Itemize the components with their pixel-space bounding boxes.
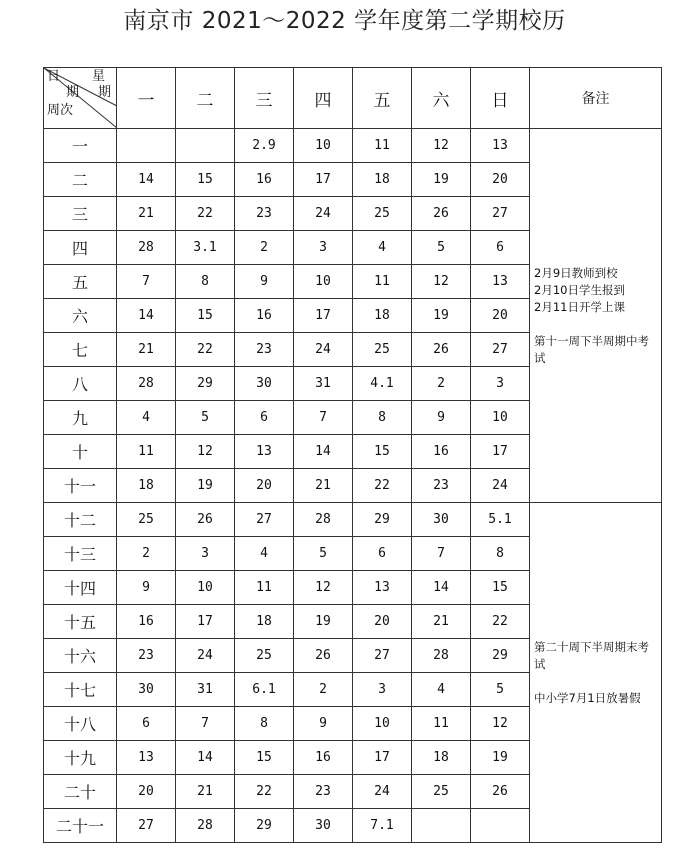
date-cell: 13 [235, 435, 294, 469]
date-cell: 10 [294, 265, 353, 299]
week-number-cell: 二 [44, 163, 117, 197]
date-cell: 21 [294, 469, 353, 503]
date-cell: 20 [235, 469, 294, 503]
day-header: 四 [294, 68, 353, 129]
date-cell [176, 129, 235, 163]
date-cell: 3 [471, 367, 530, 401]
date-cell: 19 [294, 605, 353, 639]
date-cell: 15 [235, 741, 294, 775]
date-cell: 6.1 [235, 673, 294, 707]
date-cell: 2 [235, 231, 294, 265]
date-cell: 27 [471, 333, 530, 367]
date-cell: 26 [471, 775, 530, 809]
date-cell: 30 [235, 367, 294, 401]
date-cell: 29 [235, 809, 294, 843]
date-cell: 6 [117, 707, 176, 741]
note-line: 中小学7月1日放暑假 [534, 690, 641, 705]
date-cell: 19 [412, 299, 471, 333]
date-cell: 25 [353, 333, 412, 367]
week-number-cell: 八 [44, 367, 117, 401]
week-number-cell: 十四 [44, 571, 117, 605]
date-cell: 30 [117, 673, 176, 707]
date-cell: 12 [471, 707, 530, 741]
week-number-cell: 六 [44, 299, 117, 333]
date-cell: 16 [294, 741, 353, 775]
date-cell: 14 [117, 299, 176, 333]
date-cell: 19 [471, 741, 530, 775]
date-cell: 19 [412, 163, 471, 197]
date-cell: 5.1 [471, 503, 530, 537]
date-cell: 27 [117, 809, 176, 843]
date-cell: 15 [176, 163, 235, 197]
week-row [44, 503, 662, 537]
date-cell: 27 [471, 197, 530, 231]
week-number-cell: 十 [44, 435, 117, 469]
date-cell: 14 [176, 741, 235, 775]
date-cell: 24 [353, 775, 412, 809]
date-cell: 18 [353, 163, 412, 197]
date-cell: 14 [117, 163, 176, 197]
date-cell: 23 [235, 333, 294, 367]
note-line: 第二十周下半周期末考试 [534, 639, 649, 671]
date-cell: 30 [294, 809, 353, 843]
date-cell: 15 [353, 435, 412, 469]
date-cell: 24 [294, 333, 353, 367]
notes-header: 备注 [530, 68, 662, 129]
date-cell: 29 [353, 503, 412, 537]
date-cell: 27 [353, 639, 412, 673]
date-cell: 28 [117, 367, 176, 401]
date-cell: 11 [353, 129, 412, 163]
date-cell: 12 [412, 129, 471, 163]
day-header: 五 [353, 68, 412, 129]
date-cell: 25 [235, 639, 294, 673]
date-cell: 8 [235, 707, 294, 741]
date-cell: 13 [471, 265, 530, 299]
date-cell: 10 [294, 129, 353, 163]
date-cell: 28 [176, 809, 235, 843]
date-cell: 26 [294, 639, 353, 673]
date-cell: 24 [294, 197, 353, 231]
week-number-cell: 十五 [44, 605, 117, 639]
date-cell: 4 [117, 401, 176, 435]
date-cell: 23 [117, 639, 176, 673]
week-number-cell: 七 [44, 333, 117, 367]
note-line [534, 673, 657, 690]
date-cell: 4 [353, 231, 412, 265]
date-cell: 3 [176, 537, 235, 571]
date-cell: 6 [353, 537, 412, 571]
week-number-cell: 十九 [44, 741, 117, 775]
date-cell: 26 [412, 333, 471, 367]
week-number-cell: 十一 [44, 469, 117, 503]
corner-label-qi-right: 期 [98, 85, 112, 100]
corner-label-zhouci: 周次 [47, 103, 74, 118]
date-cell: 7.1 [353, 809, 412, 843]
date-cell: 13 [353, 571, 412, 605]
date-cell: 16 [235, 163, 294, 197]
date-cell: 17 [294, 299, 353, 333]
date-cell: 12 [412, 265, 471, 299]
date-cell: 2 [117, 537, 176, 571]
date-cell: 5 [471, 673, 530, 707]
date-cell: 21 [117, 197, 176, 231]
date-cell: 5 [294, 537, 353, 571]
date-cell: 28 [117, 231, 176, 265]
date-cell: 20 [117, 775, 176, 809]
date-cell: 19 [176, 469, 235, 503]
date-cell [117, 129, 176, 163]
date-cell: 14 [412, 571, 471, 605]
week-number-cell: 二十 [44, 775, 117, 809]
day-header: 二 [176, 68, 235, 129]
date-cell: 13 [471, 129, 530, 163]
date-cell: 9 [235, 265, 294, 299]
date-cell: 16 [412, 435, 471, 469]
date-cell: 11 [353, 265, 412, 299]
week-number-cell: 四 [44, 231, 117, 265]
date-cell: 21 [412, 605, 471, 639]
date-cell: 10 [353, 707, 412, 741]
note-line: 2月10日学生报到 [534, 282, 625, 297]
week-number-cell: 一 [44, 129, 117, 163]
date-cell: 29 [471, 639, 530, 673]
corner-label-xing: 星 [92, 69, 106, 84]
date-cell: 16 [235, 299, 294, 333]
calendar-body [44, 129, 662, 843]
date-cell: 7 [412, 537, 471, 571]
date-cell: 20 [353, 605, 412, 639]
day-header: 六 [412, 68, 471, 129]
date-cell: 2 [294, 673, 353, 707]
date-cell: 11 [117, 435, 176, 469]
date-cell: 6 [235, 401, 294, 435]
date-cell: 22 [235, 775, 294, 809]
date-cell: 10 [176, 571, 235, 605]
week-number-cell: 三 [44, 197, 117, 231]
page-title: 南京市 2021～2022 学年度第二学期校历 [123, 8, 566, 34]
date-cell: 22 [471, 605, 530, 639]
date-cell: 6 [471, 231, 530, 265]
note-line: 2月9日教师到校 [534, 265, 618, 280]
note-line: 2月11日开学上课 [534, 299, 625, 314]
date-cell: 16 [117, 605, 176, 639]
corner-label-ri: 日 [47, 69, 61, 84]
date-cell: 21 [176, 775, 235, 809]
date-cell: 7 [117, 265, 176, 299]
date-cell: 25 [353, 197, 412, 231]
week-number-cell: 十三 [44, 537, 117, 571]
week-number-cell: 九 [44, 401, 117, 435]
date-cell: 9 [294, 707, 353, 741]
date-cell: 18 [235, 605, 294, 639]
date-cell: 25 [412, 775, 471, 809]
date-cell: 26 [176, 503, 235, 537]
date-cell: 15 [471, 571, 530, 605]
corner-label-qi-top: 期 [66, 85, 80, 100]
date-cell: 23 [235, 197, 294, 231]
date-cell: 11 [412, 707, 471, 741]
date-cell: 12 [176, 435, 235, 469]
date-cell: 23 [294, 775, 353, 809]
date-cell: 9 [117, 571, 176, 605]
week-row [44, 129, 662, 163]
date-cell: 8 [353, 401, 412, 435]
week-number-cell: 十八 [44, 707, 117, 741]
date-cell: 18 [412, 741, 471, 775]
date-cell: 8 [176, 265, 235, 299]
day-header: 三 [235, 68, 294, 129]
date-cell: 5 [412, 231, 471, 265]
date-cell: 26 [412, 197, 471, 231]
date-cell: 17 [471, 435, 530, 469]
date-cell: 22 [176, 197, 235, 231]
date-cell: 3 [353, 673, 412, 707]
date-cell [412, 809, 471, 843]
date-cell: 28 [412, 639, 471, 673]
school-calendar-table [43, 67, 662, 843]
date-cell: 3.1 [176, 231, 235, 265]
date-cell: 21 [117, 333, 176, 367]
date-cell: 4.1 [353, 367, 412, 401]
date-cell: 29 [176, 367, 235, 401]
date-cell: 28 [294, 503, 353, 537]
date-cell: 2.9 [235, 129, 294, 163]
date-cell: 17 [294, 163, 353, 197]
date-cell: 4 [412, 673, 471, 707]
week-number-cell: 十六 [44, 639, 117, 673]
notes-cell-second-half [530, 503, 662, 843]
date-cell: 22 [353, 469, 412, 503]
date-cell: 24 [176, 639, 235, 673]
notes-cell-first-half [530, 129, 662, 503]
date-cell: 24 [471, 469, 530, 503]
date-cell: 23 [412, 469, 471, 503]
date-cell: 11 [235, 571, 294, 605]
date-cell: 7 [176, 707, 235, 741]
date-cell: 15 [176, 299, 235, 333]
date-cell: 20 [471, 299, 530, 333]
note-line [534, 316, 657, 333]
date-cell [471, 809, 530, 843]
header-row [44, 68, 662, 129]
note-line: 第十一周下半周期中考试 [534, 333, 649, 365]
date-cell: 5 [176, 401, 235, 435]
date-cell: 18 [353, 299, 412, 333]
date-cell: 12 [294, 571, 353, 605]
date-cell: 2 [412, 367, 471, 401]
date-cell: 17 [353, 741, 412, 775]
date-cell: 30 [412, 503, 471, 537]
date-cell: 20 [471, 163, 530, 197]
date-cell: 7 [294, 401, 353, 435]
date-cell: 3 [294, 231, 353, 265]
corner-header-cell [44, 68, 117, 129]
date-cell: 4 [235, 537, 294, 571]
date-cell: 13 [117, 741, 176, 775]
date-cell: 25 [117, 503, 176, 537]
date-cell: 27 [235, 503, 294, 537]
date-cell: 10 [471, 401, 530, 435]
date-cell: 22 [176, 333, 235, 367]
date-cell: 14 [294, 435, 353, 469]
date-cell: 8 [471, 537, 530, 571]
day-header: 日 [471, 68, 530, 129]
day-header: 一 [117, 68, 176, 129]
date-cell: 9 [412, 401, 471, 435]
date-cell: 18 [117, 469, 176, 503]
date-cell: 17 [176, 605, 235, 639]
date-cell: 31 [176, 673, 235, 707]
week-number-cell: 十七 [44, 673, 117, 707]
week-number-cell: 十二 [44, 503, 117, 537]
date-cell: 31 [294, 367, 353, 401]
week-number-cell: 二十一 [44, 809, 117, 843]
week-number-cell: 五 [44, 265, 117, 299]
